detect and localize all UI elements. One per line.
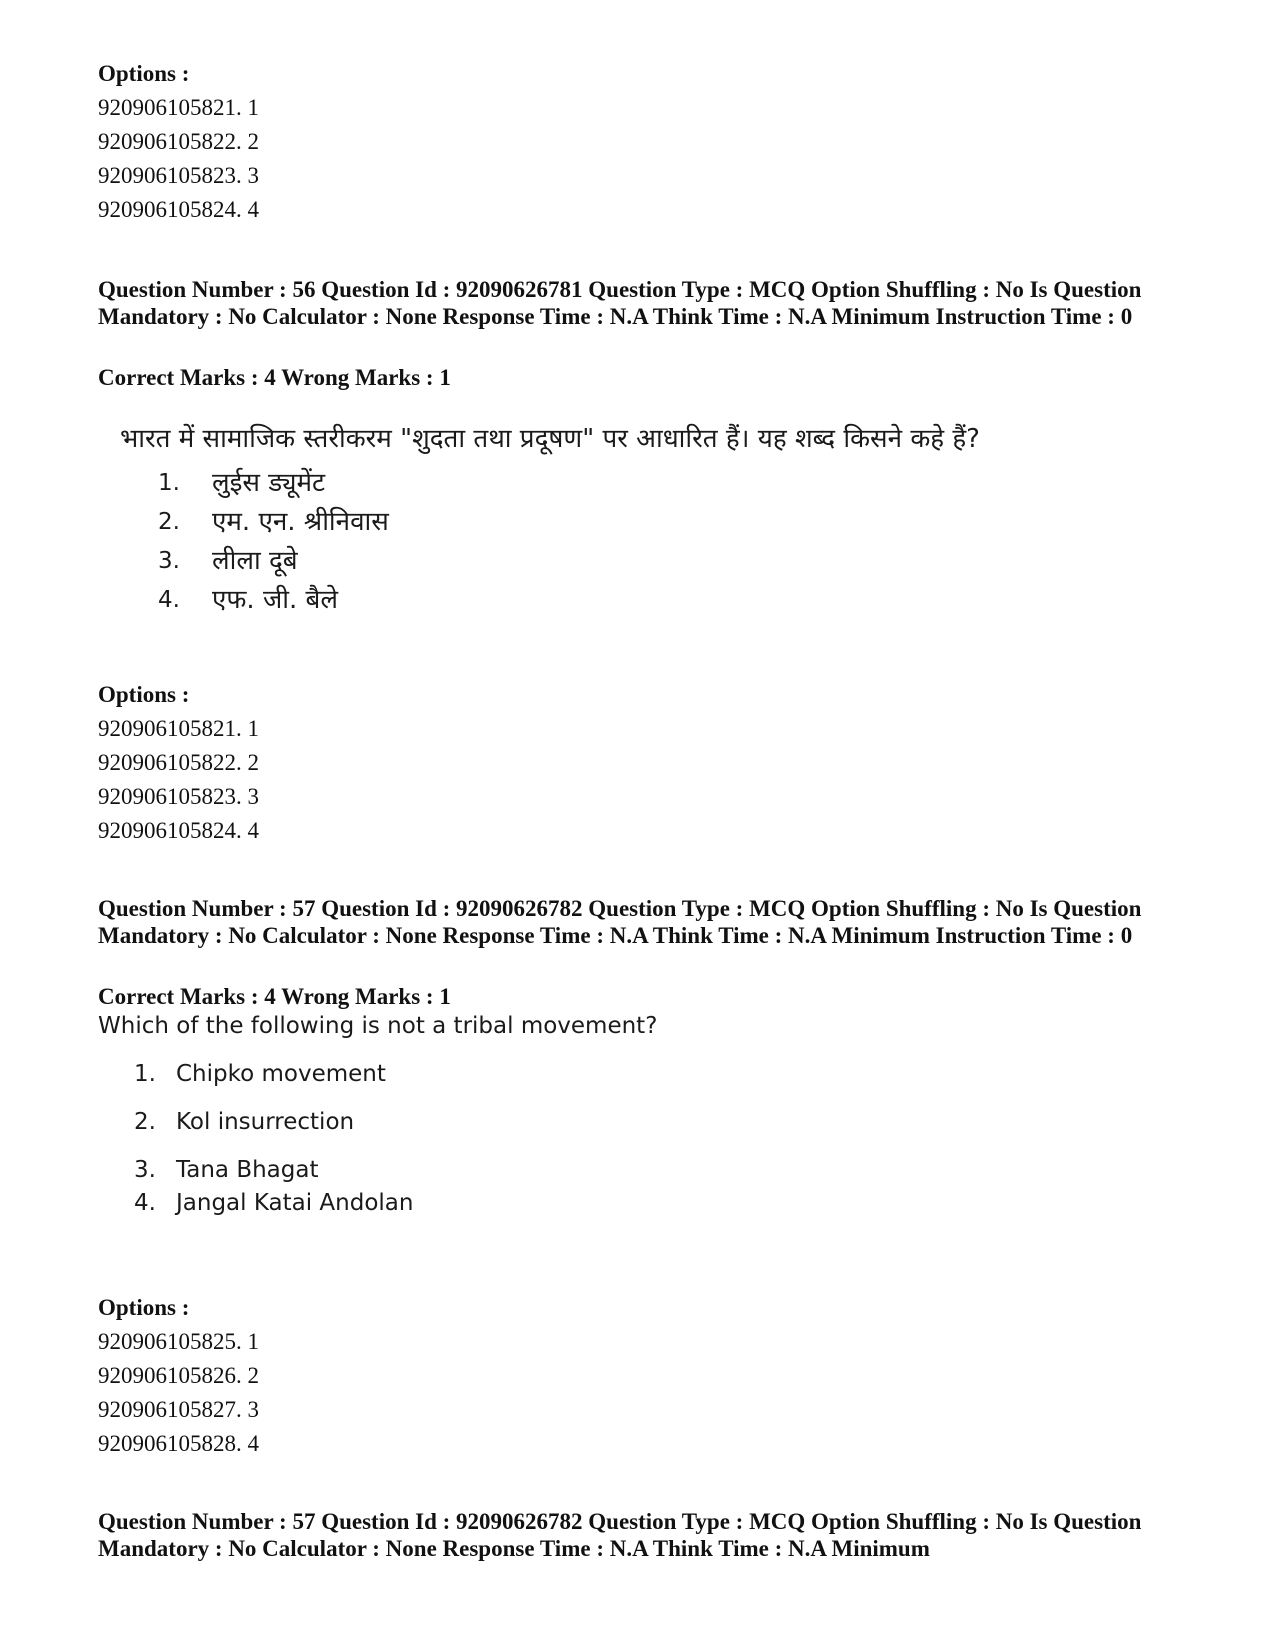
question-56-body bbox=[120, 420, 1020, 620]
choice-number: 1. bbox=[134, 1061, 156, 1087]
question-57-marks: Correct Marks : 4 Wrong Marks : 1 bbox=[98, 984, 451, 1009]
question-57-header: Question Number : 57 Question Id : 92090626782 Question Type : MCQ Option Shuffling : No Is Question Mandatory : No Calculator : None Response Time : N.A Think Time : N.A Minimum Instruction Time : 0 bbox=[98, 896, 1142, 948]
choice-item bbox=[98, 1187, 898, 1220]
option-line: 920906105826. 2 bbox=[98, 1363, 259, 1388]
option-line: 920906105822. 2 bbox=[98, 129, 259, 154]
option-line: 920906105821. 1 bbox=[98, 95, 259, 120]
options-title: Options : bbox=[98, 1295, 190, 1320]
option-line: 920906105821. 1 bbox=[98, 716, 259, 741]
choice-text: एम. एन. श्रीनिवास bbox=[212, 507, 389, 537]
option-line: 920906105828. 4 bbox=[98, 1431, 259, 1456]
options-block-q56 bbox=[98, 678, 698, 848]
question-56-marks: Correct Marks : 4 Wrong Marks : 1 bbox=[98, 365, 451, 390]
question-57-choices bbox=[98, 1058, 898, 1220]
choice-number: 4. bbox=[134, 1190, 156, 1216]
choice-text: लुईस ड्यूमेंट bbox=[212, 468, 326, 498]
choice-item bbox=[120, 464, 1020, 503]
choice-number: 2. bbox=[134, 1109, 156, 1135]
choice-item bbox=[98, 1058, 898, 1106]
options-block-top bbox=[98, 57, 698, 227]
choice-text: Chipko movement bbox=[176, 1061, 386, 1087]
option-line: 920906105825. 1 bbox=[98, 1329, 259, 1354]
option-line: 920906105823. 3 bbox=[98, 784, 259, 809]
choice-item bbox=[98, 1106, 898, 1154]
options-block-q57 bbox=[98, 1291, 698, 1461]
choice-item bbox=[120, 503, 1020, 542]
choice-number: 1. bbox=[158, 470, 180, 496]
choice-text: Tana Bhagat bbox=[176, 1157, 319, 1183]
choice-item bbox=[120, 542, 1020, 581]
question-56-header: Question Number : 56 Question Id : 92090626781 Question Type : MCQ Option Shuffling : No Is Question Mandatory : No Calculator : None Response Time : N.A Think Time : N.A Minimum Instruction Time : 0 bbox=[98, 277, 1142, 329]
options-title: Options : bbox=[98, 682, 190, 707]
choice-number: 3. bbox=[134, 1157, 156, 1183]
choice-number: 3. bbox=[158, 548, 180, 574]
option-line: 920906105827. 3 bbox=[98, 1397, 259, 1422]
choice-item bbox=[98, 1154, 898, 1187]
choice-number: 2. bbox=[158, 509, 180, 535]
question-56-choices bbox=[120, 464, 1020, 620]
option-line: 920906105824. 4 bbox=[98, 818, 259, 843]
choice-text: एफ. जी. बैले bbox=[212, 585, 338, 615]
choice-text: Kol insurrection bbox=[176, 1109, 355, 1135]
choice-text: लीला दूबे bbox=[212, 546, 298, 576]
choice-text: Jangal Katai Andolan bbox=[176, 1190, 414, 1216]
option-line: 920906105823. 3 bbox=[98, 163, 259, 188]
question-57-stem: Which of the following is not a tribal movement? bbox=[98, 1013, 658, 1039]
choice-item bbox=[120, 581, 1020, 620]
question-57-repeat-header: Question Number : 57 Question Id : 92090626782 Question Type : MCQ Option Shuffling : No Is Question Mandatory : No Calculator : None Response Time : N.A Think Time : N.A Minimum bbox=[98, 1509, 1142, 1561]
option-line: 920906105824. 4 bbox=[98, 197, 259, 222]
option-line: 920906105822. 2 bbox=[98, 750, 259, 775]
choice-number: 4. bbox=[158, 587, 180, 613]
question-57-body bbox=[98, 1010, 898, 1220]
options-title: Options : bbox=[98, 61, 190, 86]
question-56-stem: भारत में सामाजिक स्तरीकरम "शुदता तथा प्रदूषण" पर आधारित हैं। यह शब्द किसने कहे हैं? bbox=[120, 424, 980, 454]
